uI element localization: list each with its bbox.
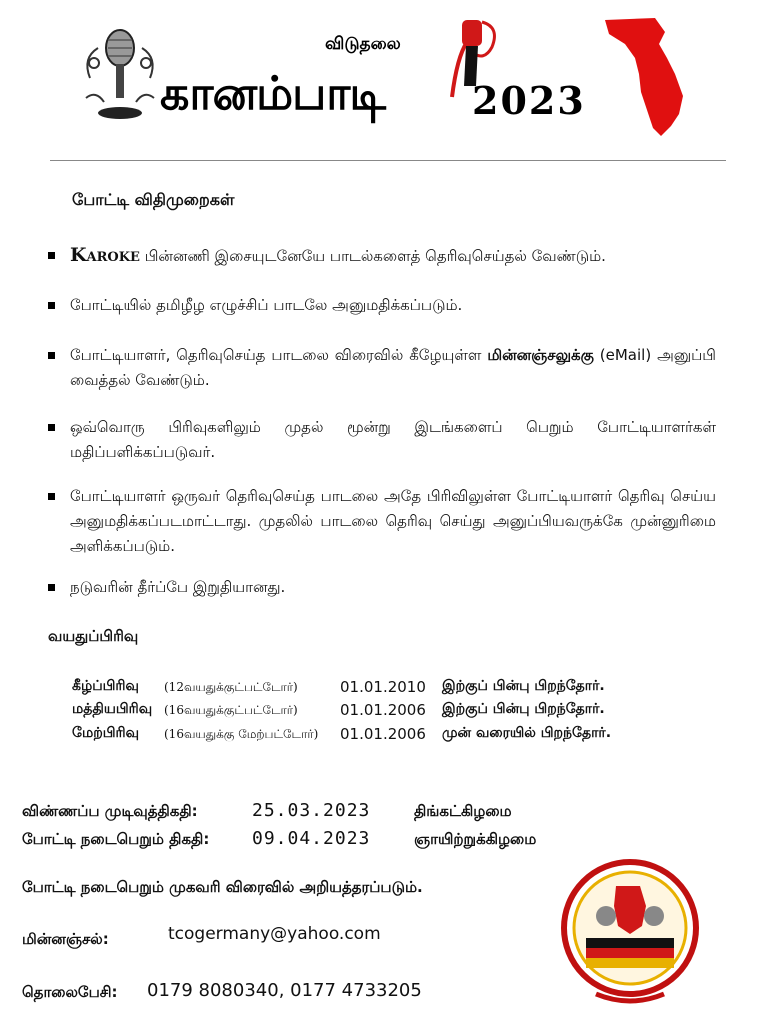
bullet-square-icon [48, 424, 55, 431]
rule-item-3 [48, 343, 716, 393]
karoke-term: Karoke [70, 244, 140, 266]
rule-item-1 [48, 243, 716, 269]
age-category-note: (16வயதுக்கு மேற்பட்டோர்) [164, 727, 319, 741]
bullet-square-icon [48, 493, 55, 500]
rule-item-6 [48, 575, 716, 600]
rule-item-4 [48, 415, 716, 465]
email-link[interactable]: tcogermany@yahoo.com [168, 924, 381, 944]
deadline-date: 25.03.2023 [252, 800, 371, 821]
rule-item-2 [48, 293, 716, 318]
brand-main-title: கானம்பாடி [160, 66, 385, 120]
age-category-note: (16வயதுக்குட்பட்டோர்) [164, 703, 298, 717]
header-divider [50, 160, 726, 161]
tamil-eelam-map-icon [595, 14, 695, 139]
rule-text-post: (eMail) அனுப்பி வைத்தல் வேண்டும். [70, 346, 716, 389]
brand-year: 2023 [472, 78, 586, 123]
rule-text: ஒவ்வொரு பிரிவுகளிலும் முதல் மூன்று இடங்களைப் பெறும் போட்டியாளர்கள் மதிப்பளிக்கப்படுவர். [70, 418, 716, 461]
age-category-date: 01.01.2006 [340, 701, 426, 719]
email-label: மின்னஞ்சல்: [22, 930, 109, 948]
age-category-date: 01.01.2006 [340, 725, 426, 743]
rule-text: போட்டியில் தமிழீழ எழுச்சிப் பாடலே அனுமதிக்கப்படும். [70, 296, 463, 314]
rule-text-pre: போட்டியாளர், தெரிவுசெய்த பாடலை விரைவில் கீழேயுள்ள [70, 346, 488, 364]
deadline-label: விண்ணப்ப முடிவுத்திகதி: [22, 802, 198, 820]
rule-text: நடுவரின் தீர்ப்பே இறுதியானது. [70, 578, 286, 596]
deadline-line [22, 800, 512, 822]
age-category-date: 01.01.2010 [340, 678, 426, 696]
bullet-square-icon [48, 252, 55, 259]
brand-small-title: விடுதலை [325, 34, 401, 54]
age-category-name: கீழ்ப்பிரிவு [72, 678, 139, 694]
age-category-rule: இற்குப் பின்பு பிறந்தோர். [442, 678, 605, 694]
phone-label: தொலைபேசி: [22, 983, 118, 1001]
event-date-line [22, 828, 537, 850]
event-date: 09.04.2023 [252, 828, 371, 849]
microphone-icon [80, 18, 160, 128]
phone-numbers: 0179 8080340, 0177 4733205 [147, 980, 422, 1001]
email-term: மின்னஞ்சலுக்கு [487, 346, 594, 364]
age-category-note: (12வயதுக்குட்பட்டோர்) [164, 680, 298, 694]
age-category-rule: முன் வரையில் பிறந்தோர். [442, 725, 612, 741]
deadline-day: திங்கட்கிழமை [414, 802, 512, 820]
age-category-rule: இற்குப் பின்பு பிறந்தோர். [442, 701, 605, 717]
bullet-square-icon [48, 352, 55, 359]
venue-note: போட்டி நடைபெறும் முகவரி விரைவில் அறியத்தரப்படும். [22, 878, 423, 896]
rule-text: பின்னணி இசையுடனேயே பாடல்களைத் தெரிவுசெய்தல் வேண்டும். [139, 247, 606, 265]
age-category-title: வயதுப்பிரிவு [48, 627, 139, 645]
rule-item-5 [48, 484, 716, 559]
bullet-square-icon [48, 584, 55, 591]
event-day: ஞாயிற்றுக்கிழமை [414, 830, 537, 848]
age-category-name: மத்தியபிரிவு [72, 701, 153, 717]
event-date-label: போட்டி நடைபெறும் திகதி: [22, 830, 210, 848]
age-category-name: மேற்பிரிவு [72, 725, 139, 741]
bullet-square-icon [48, 302, 55, 309]
rules-title: போட்டி விதிமுறைகள் [72, 190, 235, 209]
rule-text: போட்டியாளர் ஒருவர் தெரிவுசெய்த பாடலை அதே பிரிவிலுள்ள போட்டியாளர் தெரிவு செய்ய அனுமதிக்கப்படமாட்டாது. முதலில் பாடலை தெரிவு செய்து அனுப்பியவருக்கே முன்னுரிமை அளிக்கப்படும். [70, 487, 716, 555]
organization-emblem-logo [556, 856, 704, 1006]
